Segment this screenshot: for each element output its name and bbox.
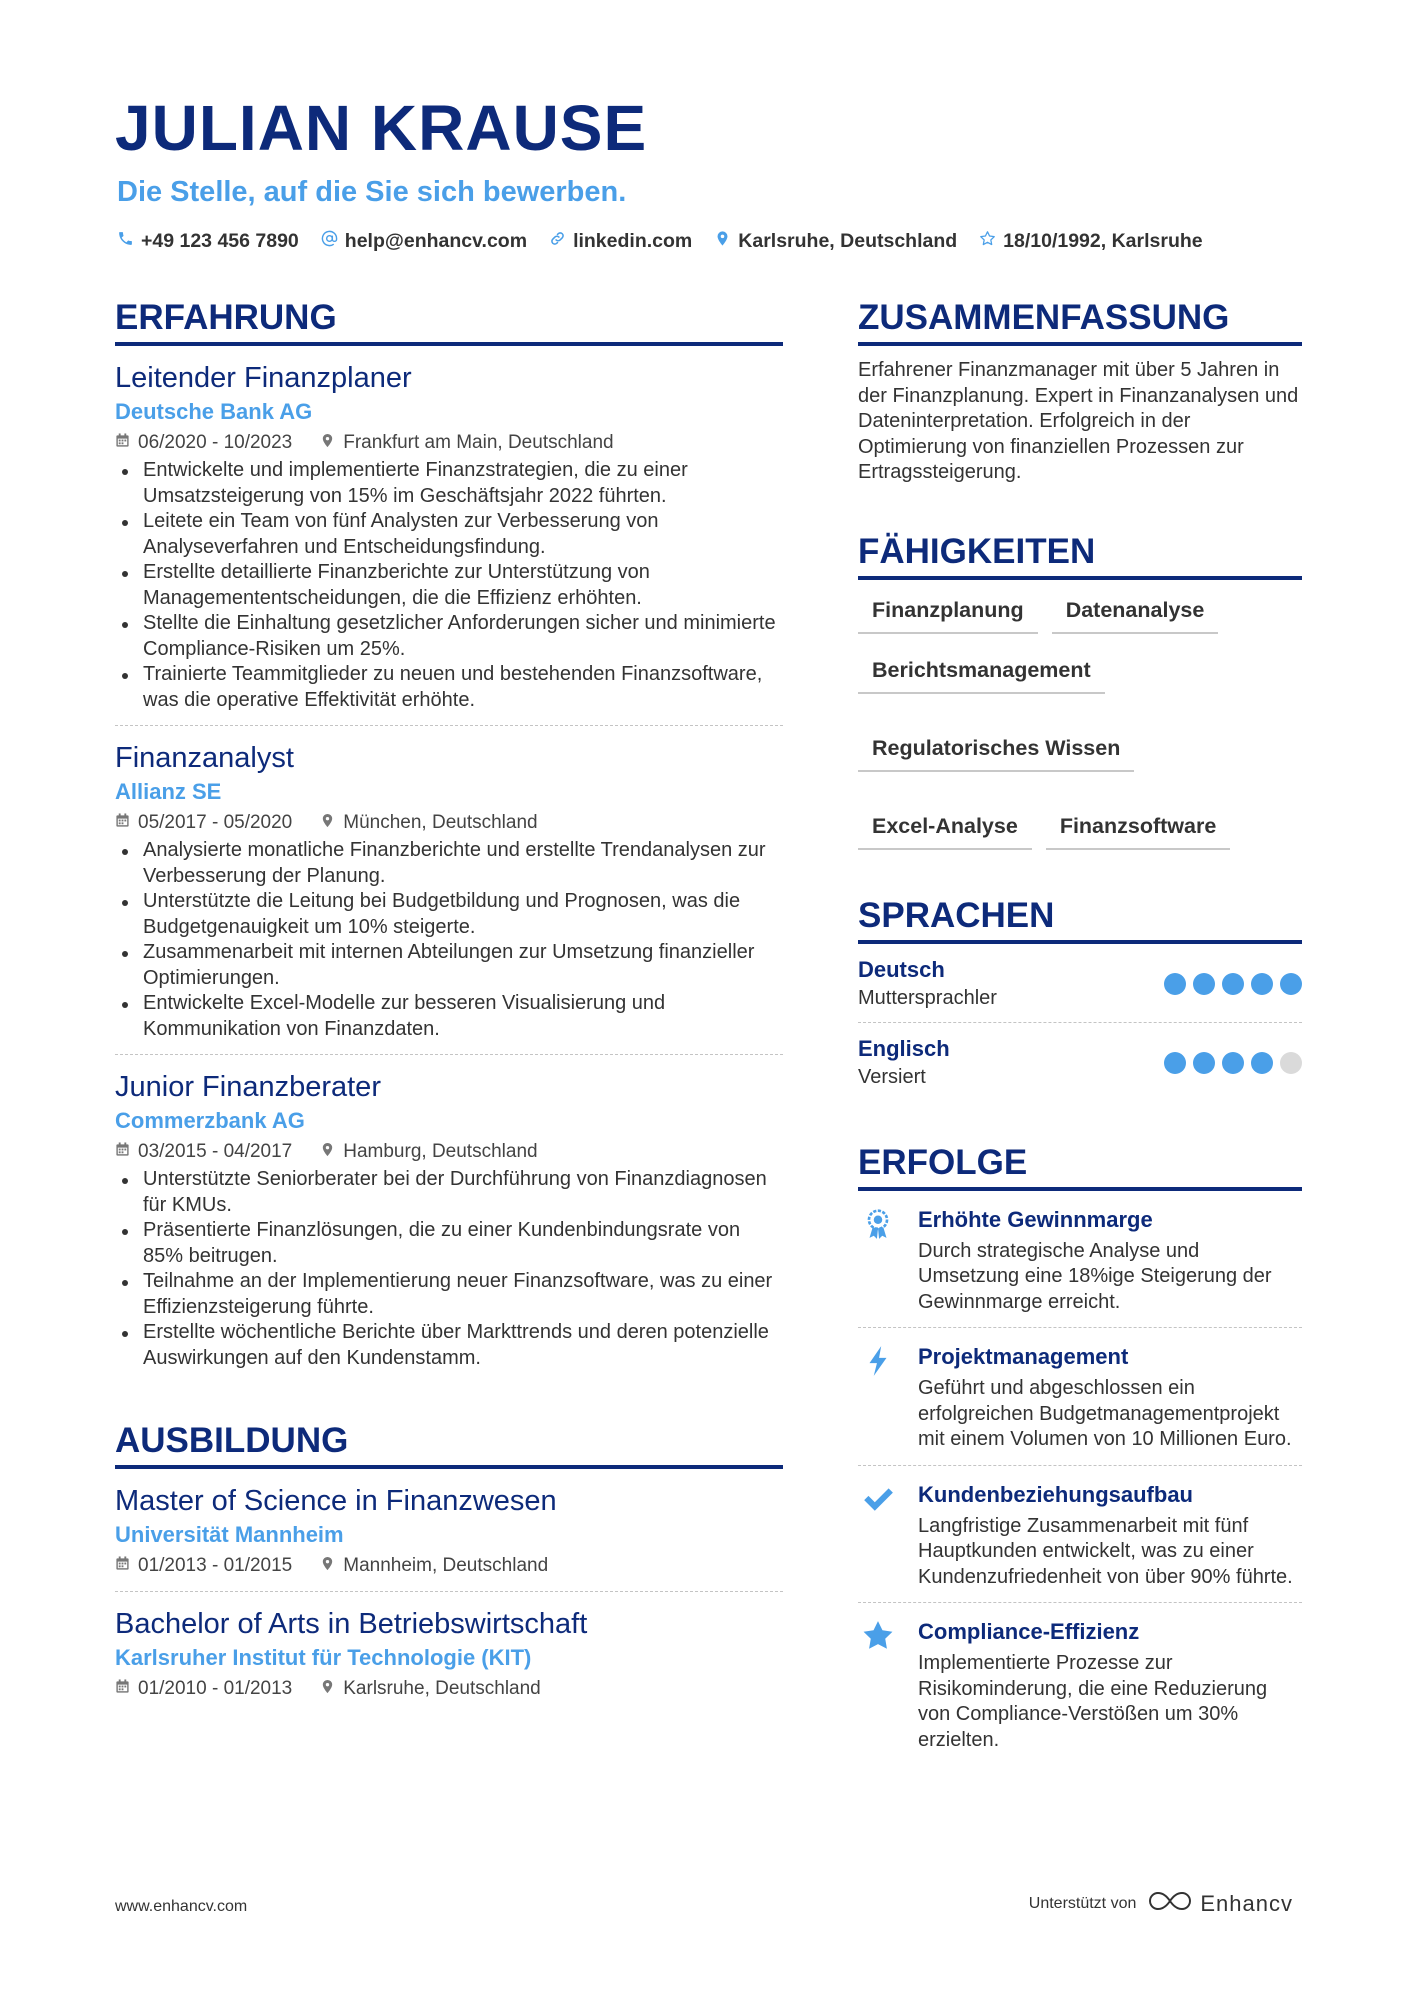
achievement-entry (858, 1466, 1302, 1604)
education-meta (115, 1674, 783, 1704)
left-column (115, 296, 783, 1714)
job-company: Deutsche Bank AG (115, 399, 313, 424)
contact-linkedin[interactable] (549, 230, 692, 253)
job-dates-text: 06/2020 - 10/2023 (138, 432, 293, 453)
location-pin-icon (320, 1137, 335, 1167)
school-name: Universität Mannheim (115, 1522, 344, 1547)
contact-phone-text: +49 123 456 7890 (141, 230, 299, 252)
rating-dot-filled (1164, 1052, 1186, 1074)
job-location (320, 1137, 537, 1167)
summary-heading: ZUSAMMENFASSUNG (858, 296, 1302, 346)
language-level: Muttersprachler (858, 986, 997, 1009)
brand-logo[interactable] (1148, 1890, 1293, 1918)
enhancv-logo-icon (1148, 1890, 1192, 1918)
candidate-name: JULIAN KRAUSE (115, 92, 648, 164)
language-name: Englisch (858, 1035, 950, 1061)
calendar-icon (115, 1137, 130, 1167)
achievement-title: Compliance-Effizienz (918, 1619, 1140, 1644)
degree-title: Bachelor of Arts in Betriebswirtschaft (115, 1608, 588, 1640)
star-filled-icon (858, 1617, 898, 1753)
job-bullet: Erstellte wöchentliche Berichte über Markttrends und deren potenzielle Auswirkungen auf den Kundenstamm. (143, 1320, 783, 1371)
languages-heading: SPRACHEN (858, 894, 1302, 944)
education-location (320, 1674, 541, 1704)
achievement-entry (858, 1191, 1302, 1329)
job-location-text: Hamburg, Deutschland (343, 1141, 538, 1162)
job-entry (115, 726, 783, 1055)
language-name: Deutsch (858, 956, 945, 982)
skills-heading: FÄHIGKEITEN (858, 530, 1302, 580)
award-ribbon-icon (858, 1205, 898, 1316)
contact-email[interactable] (321, 230, 527, 253)
contact-location (714, 230, 957, 253)
brand-name: Enhancv (1200, 1891, 1293, 1916)
checkmark-icon (858, 1480, 898, 1591)
job-meta (115, 1137, 783, 1167)
location-pin-icon (320, 1551, 335, 1581)
link-icon (549, 230, 566, 253)
education-entry (115, 1469, 783, 1592)
lightning-bolt-icon (858, 1342, 898, 1453)
job-entry (115, 1055, 783, 1383)
achievement-text: Implementierte Prozesse zur Risikominderung, die eine Reduzierung von Compliance-Verstößen um 30% erzielten. (918, 1652, 1268, 1751)
job-location (320, 428, 613, 458)
education-dates (115, 1551, 292, 1581)
contact-email-text: help@enhancv.com (344, 230, 528, 252)
job-bullet: Leitete ein Team von fünf Analysten zur Verbesserung von Analyseverfahren und Entscheidungsfindung. (143, 509, 783, 560)
job-bullet: Analysierte monatliche Finanzberichte und erstellte Trendanalysen zur Verbesserung der Planung. (143, 838, 783, 889)
language-rating (1164, 1052, 1302, 1074)
job-bullet: Unterstützte Seniorberater bei der Durchführung von Finanzdiagnosen für KMUs. (143, 1167, 783, 1218)
job-bullet: Präsentierte Finanzlösungen, die zu einer Kundenbindungsrate von 85% beitrugen. (143, 1218, 783, 1269)
rating-dot-filled (1222, 1052, 1244, 1074)
location-pin-icon (320, 808, 335, 838)
skill-tag: Finanzsoftware (1046, 808, 1231, 850)
calendar-icon (115, 808, 130, 838)
powered-by-label: Unterstützt von (1028, 1895, 1137, 1912)
job-title: Leitender Finanzplaner (115, 362, 412, 394)
rating-dot-filled (1280, 973, 1302, 995)
at-icon (321, 230, 338, 253)
education-location-text: Mannheim, Deutschland (343, 1555, 549, 1576)
location-pin-icon (320, 1674, 335, 1704)
education-dates-text: 01/2010 - 01/2013 (138, 1678, 293, 1699)
phone-icon (117, 230, 134, 253)
language-rating (1164, 973, 1302, 995)
education-heading: AUSBILDUNG (115, 1419, 783, 1469)
contact-phone (117, 230, 299, 253)
job-location-text: München, Deutschland (343, 812, 538, 833)
degree-title: Master of Science in Finanzwesen (115, 1485, 557, 1517)
achievement-title: Kundenbeziehungsaufbau (918, 1481, 1193, 1507)
right-column (858, 296, 1302, 1765)
language-level: Versiert (858, 1065, 926, 1088)
calendar-icon (115, 428, 130, 458)
contact-birth-text: 18/10/1992, Karlsruhe (1003, 230, 1203, 252)
job-bullet: Stellte die Einhaltung gesetzlicher Anforderungen sicher und minimierte Compliance-Risiken um 25%. (143, 611, 783, 662)
star-icon (979, 230, 996, 253)
skill-tag: Datenanalyse (1052, 592, 1219, 634)
footer-website[interactable]: www.enhancv.com (115, 1898, 248, 1915)
education-entry (115, 1592, 783, 1714)
calendar-icon (115, 1551, 130, 1581)
job-bullet: Entwickelte Excel-Modelle zur besseren Visualisierung und Kommunikation von Finanzdaten. (143, 991, 783, 1042)
job-bullets (115, 838, 783, 1042)
contact-bar (117, 230, 1203, 253)
achievement-text: Durch strategische Analyse und Umsetzung eine 18%ige Steigerung der Gewinnmarge erreicht. (918, 1239, 1272, 1313)
skill-tag: Finanzplanung (858, 592, 1038, 634)
job-bullets (115, 458, 783, 713)
job-title: Finanzanalyst (115, 742, 294, 774)
job-company: Allianz SE (115, 779, 222, 804)
job-dates (115, 428, 292, 458)
job-bullet: Entwickelte und implementierte Finanzstrategien, die zu einer Umsatzsteigerung von 15% im Geschäftsjahr 2022 führten. (143, 458, 783, 509)
job-location-text: Frankfurt am Main, Deutschland (343, 432, 614, 453)
experience-heading: ERFAHRUNG (115, 296, 783, 346)
education-dates-text: 01/2013 - 01/2015 (138, 1555, 293, 1576)
job-entry (115, 346, 783, 726)
skill-tag: Berichtsmanagement (858, 652, 1105, 694)
job-dates-text: 03/2015 - 04/2017 (138, 1141, 293, 1162)
skills-list (858, 592, 1302, 850)
footer-branding (1029, 1890, 1293, 1918)
achievement-entry (858, 1328, 1302, 1466)
education-location (320, 1551, 548, 1581)
contact-location-text: Karlsruhe, Deutschland (738, 230, 958, 252)
job-tagline: Die Stelle, auf die Sie sich bewerben. (117, 176, 627, 208)
education-meta (115, 1551, 783, 1581)
job-bullet: Unterstützte die Leitung bei Budgetbildung und Prognosen, was die Budgetgenauigkeit um 10% steigerte. (143, 889, 783, 940)
job-meta (115, 808, 783, 838)
job-location (320, 808, 537, 838)
job-dates-text: 05/2017 - 05/2020 (138, 812, 293, 833)
job-dates (115, 808, 292, 838)
skill-tag: Excel-Analyse (858, 808, 1032, 850)
calendar-icon (115, 1674, 130, 1704)
job-bullet: Trainierte Teammitglieder zu neuen und bestehenden Finanzsoftware, was die operative Effektivität erhöhte. (143, 662, 783, 713)
language-entry (858, 1023, 1302, 1101)
achievement-title: Projektmanagement (918, 1344, 1129, 1369)
job-bullet: Erstellte detaillierte Finanzberichte zur Unterstützung von Managemententscheidungen, die die Effizienz erhöhten. (143, 560, 783, 611)
location-icon (714, 230, 731, 253)
achievement-entry (858, 1603, 1302, 1765)
contact-linkedin-text: linkedin.com (573, 230, 693, 252)
achievement-text: Langfristige Zusammenarbeit mit fünf Hauptkunden entwickelt, was zu einer Kundenzufriedenheit von über 90% führte. (918, 1514, 1293, 1588)
rating-dot-filled (1164, 973, 1186, 995)
contact-birth (979, 230, 1202, 253)
language-entry (858, 944, 1302, 1023)
achievement-text: Geführt und abgeschlossen ein erfolgreichen Budgetmanagementprojekt mit einem Volumen von 10 Millionen Euro. (918, 1377, 1292, 1450)
location-pin-icon (320, 428, 335, 458)
summary-text: Erfahrener Finanzmanager mit über 5 Jahren in der Finanzplanung. Expert in Finanzanalysen und Dateninterpretation. Erfolgreich in der Optimierung von finanziellen Prozessen zur Ertragssteigerung. (858, 359, 1299, 483)
school-name: Karlsruher Institut für Technologie (KIT) (115, 1645, 532, 1670)
job-bullets (115, 1167, 783, 1371)
achievements-heading: ERFOLGE (858, 1141, 1302, 1191)
job-meta (115, 428, 783, 458)
education-location-text: Karlsruhe, Deutschland (343, 1678, 541, 1699)
rating-dot-filled (1222, 973, 1244, 995)
job-bullet: Teilnahme an der Implementierung neuer Finanzsoftware, was zu einer Effizienzsteigerung führte. (143, 1269, 783, 1320)
job-dates (115, 1137, 292, 1167)
job-title: Junior Finanzberater (115, 1071, 381, 1103)
education-dates (115, 1674, 292, 1704)
skill-tag: Regulatorisches Wissen (858, 730, 1134, 772)
rating-dot-filled (1193, 973, 1215, 995)
rating-dot-empty (1280, 1052, 1302, 1074)
rating-dot-filled (1193, 1052, 1215, 1074)
job-bullet: Zusammenarbeit mit internen Abteilungen zur Umsetzung finanzieller Optimierungen. (143, 940, 783, 991)
achievement-title: Erhöhte Gewinnmarge (918, 1206, 1153, 1232)
rating-dot-filled (1251, 1052, 1273, 1074)
rating-dot-filled (1251, 973, 1273, 995)
job-company: Commerzbank AG (115, 1108, 305, 1133)
